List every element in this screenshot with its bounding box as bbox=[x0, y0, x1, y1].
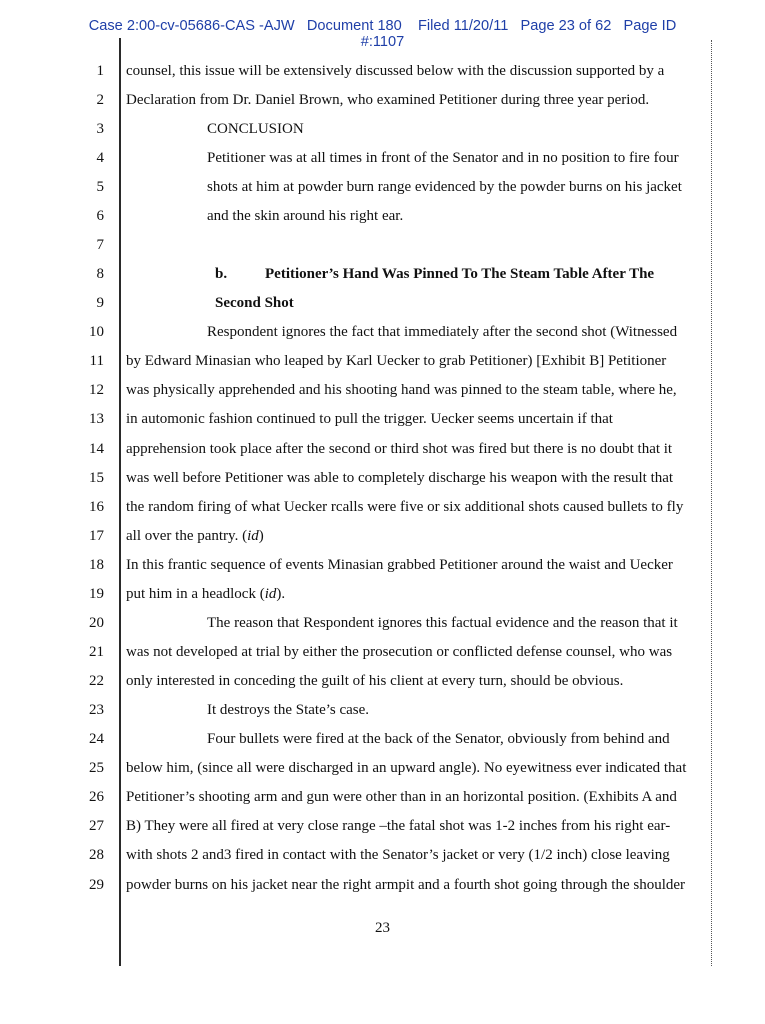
body-line: Declaration from Dr. Daniel Brown, who examined Petitioner during three year period. bbox=[126, 92, 650, 108]
line-number: 4 bbox=[96, 150, 104, 166]
body-line: with shots 2 and3 fired in contact with the Senator’s jacket or very (1/2 inch) close leaving bbox=[126, 847, 670, 863]
body-line: Four bullets were fired at the back of the Senator, obviously from behind and bbox=[207, 731, 670, 747]
body-line: Petitioner was at all times in front of the Senator and in no position to fire four bbox=[207, 150, 679, 166]
line-number: 13 bbox=[89, 411, 104, 427]
line-number: 7 bbox=[96, 237, 104, 253]
line-number: 5 bbox=[96, 179, 104, 195]
paren: ) bbox=[258, 528, 264, 544]
body-line: Respondent ignores the fact that immediately after the second shot (Witnessed bbox=[207, 324, 678, 340]
line-number: 29 bbox=[89, 877, 104, 893]
body-text: all over the pantry. bbox=[126, 528, 243, 544]
line-number: 26 bbox=[89, 789, 104, 805]
line-number: 20 bbox=[89, 615, 104, 631]
line-number: 24 bbox=[89, 731, 104, 747]
body-line: below him, (since all were discharged in an upward angle). No eyewitness ever indicated that bbox=[126, 760, 687, 776]
line-number: 14 bbox=[89, 441, 104, 457]
body-line: was not developed at trial by either the prosecution or conflicted defense counsel, who was bbox=[126, 644, 673, 660]
body-line: was physically apprehended and his shooting hand was pinned to the steam table, where he, bbox=[126, 382, 677, 398]
paren: ( bbox=[242, 528, 248, 544]
line-number: 19 bbox=[89, 586, 104, 602]
subsection-title-cont: Second Shot bbox=[215, 295, 294, 311]
line-number: 10 bbox=[89, 324, 104, 340]
line-number: 1 bbox=[96, 63, 104, 79]
body-line: and the skin around his right ear. bbox=[207, 208, 404, 224]
body-line: The reason that Respondent ignores this factual evidence and the reason that it bbox=[207, 615, 678, 631]
body-line: apprehension took place after the second or third shot was fired but there is no doubt that it bbox=[126, 441, 673, 457]
line-number: 22 bbox=[89, 673, 104, 689]
line-number: 16 bbox=[89, 499, 104, 515]
subsection-title: Petitioner’s Hand Was Pinned To The Steam Table After The bbox=[265, 266, 655, 282]
subsection-heading-b bbox=[215, 265, 765, 283]
page-number: 23 bbox=[375, 920, 390, 936]
line-number: 17 bbox=[89, 528, 104, 544]
body-line: shots at him at powder burn range evidenced by the powder burns on his jacket bbox=[207, 179, 682, 195]
section-heading-conclusion: CONCLUSION bbox=[207, 121, 304, 137]
line-number: 15 bbox=[89, 470, 104, 486]
line-number: 18 bbox=[89, 557, 104, 573]
line-number: 23 bbox=[89, 702, 104, 718]
line-number: 6 bbox=[96, 208, 104, 224]
paren: ). bbox=[276, 586, 286, 602]
body-line: by Edward Minasian who leaped by Karl Uecker to grab Petitioner) [Exhibit B] Petitioner bbox=[126, 353, 667, 369]
body-line: In this frantic sequence of events Minasian grabbed Petitioner around the waist and Uecker bbox=[126, 557, 673, 573]
line-number: 27 bbox=[89, 818, 104, 834]
line-number: 12 bbox=[89, 382, 104, 398]
citation-id: id bbox=[247, 528, 259, 544]
subsection-label: b. bbox=[215, 266, 228, 282]
line-number: 11 bbox=[89, 353, 104, 369]
line-number: 2 bbox=[96, 92, 104, 108]
body-text: put him in a headlock ( bbox=[126, 586, 265, 602]
body-line: B) They were all fired at very close range –the fatal shot was 1-2 inches from his right ear- bbox=[126, 818, 671, 834]
ecf-header bbox=[0, 18, 765, 50]
line-number: 3 bbox=[96, 121, 104, 137]
body-line: It destroys the State’s case. bbox=[207, 702, 370, 718]
line-number: 25 bbox=[89, 760, 104, 776]
line-number: 9 bbox=[96, 295, 104, 311]
body-line: Petitioner’s shooting arm and gun were other than in an horizontal position. (Exhibits A and bbox=[126, 789, 677, 805]
body-line: in automonic fashion continued to pull the trigger. Uecker seems uncertain if that bbox=[126, 411, 613, 427]
left-margin-rule bbox=[119, 38, 121, 966]
body-line: only interested in conceding the guilt of his client at every turn, should be obvious. bbox=[126, 673, 624, 689]
line-number: 8 bbox=[96, 266, 104, 282]
body-line: was well before Petitioner was able to completely discharge his weapon with the result that bbox=[126, 470, 674, 486]
ecf-header-line1: Case 2:00-cv-05686-CAS -AJW Document 180 Filed 11/20/11 Page 23 of 62 Page ID bbox=[88, 18, 677, 34]
body-line: powder burns on his jacket near the right armpit and a fourth shot going through the shoulder bbox=[126, 877, 686, 893]
ecf-header-page-id: #:1107 bbox=[360, 34, 405, 50]
citation-id: id bbox=[264, 586, 277, 602]
body-line: counsel, this issue will be extensively discussed below with the discussion supported by a bbox=[126, 63, 665, 79]
line-number: 28 bbox=[89, 847, 104, 863]
body-line bbox=[126, 585, 711, 603]
body-line bbox=[126, 527, 711, 545]
body-line: the random firing of what Uecker rcalls were five or six additional shots caused bullets to fly bbox=[126, 499, 684, 515]
line-number: 21 bbox=[89, 644, 104, 660]
